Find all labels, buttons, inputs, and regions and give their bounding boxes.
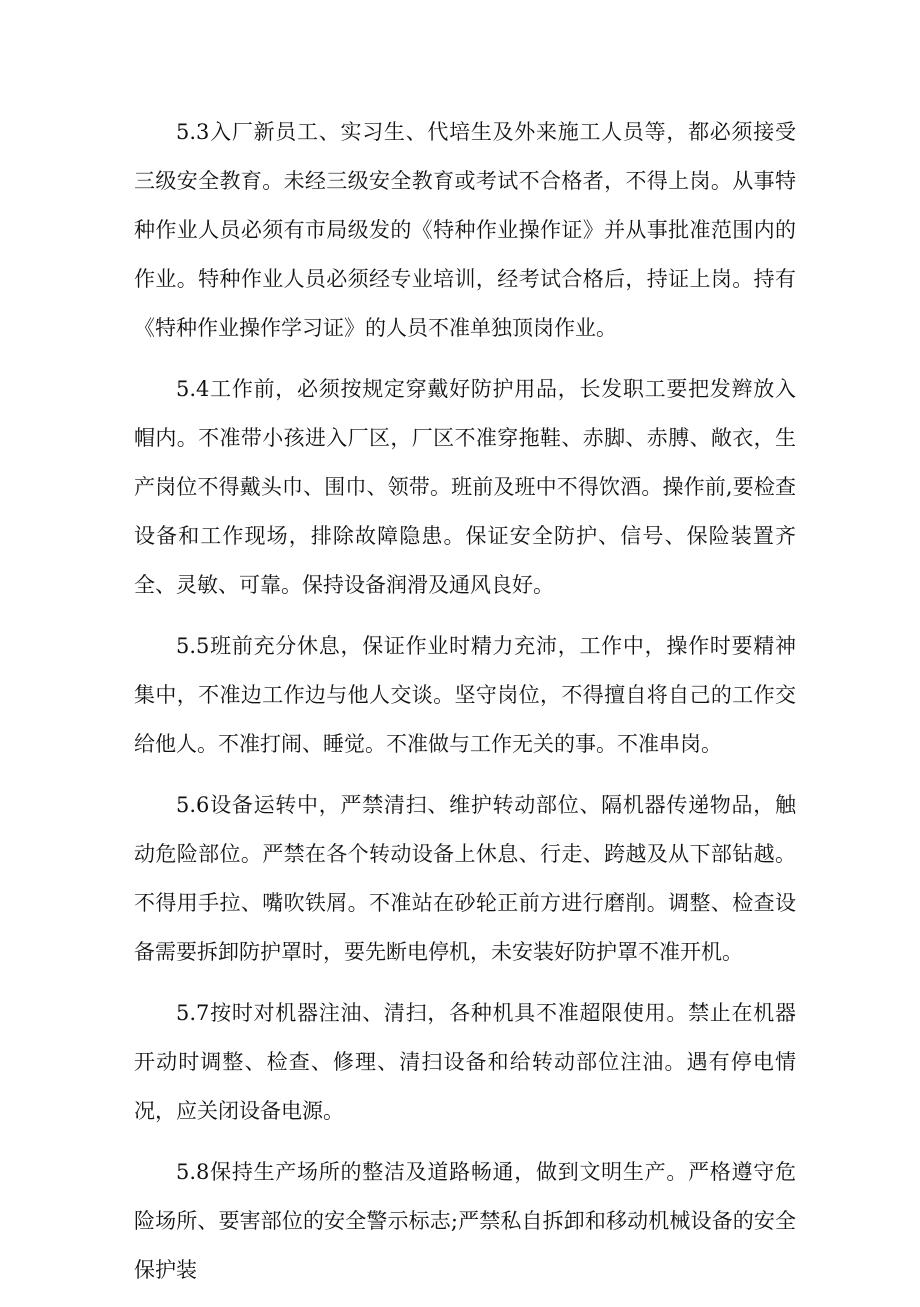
paragraph-5-8: 5.8保持生产场所的整洁及道路畅通，做到文明生产。严格遵守危险场所、要害部位的安全警示标志;严禁私自拆卸和移动机械设备的安全保护装	[134, 1160, 796, 1282]
paragraph-5-4: 5.4工作前，必须按规定穿戴好防护用品，长发职工要把发辫放入帽内。不准带小孩进入厂区，厂区不准穿拖鞋、赤脚、赤膊、敞衣，生产岗位不得戴头巾、围巾、领带。班前及班中不得饮酒。操作前,要检查设备和工作现场，排除故障隐患。保证安全防护、信号、保险装置齐全、灵敏、可靠。保持设备润滑及通风良好。	[134, 377, 796, 597]
paragraph-5-7: 5.7按时对机器注油、清扫，各种机具不准超限使用。禁止在机器开动时调整、检查、修理、清扫设备和给转动部位注油。遇有停电情况，应关闭设备电源。	[134, 1001, 796, 1123]
paragraph-5-3: 5.3入厂新员工、实习生、代培生及外来施工人员等，都必须接受三级安全教育。未经三级安全教育或考试不合格者，不得上岗。从事特种作业人员必须有市局级发的《特种作业操作证》并从事批准范围内的作业。特种作业人员必须经专业培训，经考试合格后，持证上岗。持有《特种作业操作学习证》的人员不准单独顶岗作业。	[134, 120, 796, 340]
paragraph-5-5: 5.5班前充分休息，保证作业时精力充沛，工作中，操作时要精神集中，不准边工作边与他人交谈。坚守岗位，不得擅自将自己的工作交给他人。不准打闹、睡觉。不准做与工作无关的事。不准串岗。	[134, 634, 796, 756]
paragraph-5-6: 5.6设备运转中，严禁清扫、维护转动部位、隔机器传递物品，触动危险部位。严禁在各个转动设备上休息、行走、跨越及从下部钻越。不得用手拉、嘴吹铁屑。不准站在砂轮正前方进行磨削。调整、检查设备需要拆卸防护罩时，要先断电停机，未安装好防护罩不准开机。	[134, 793, 796, 964]
document-body	[134, 108, 796, 1307]
